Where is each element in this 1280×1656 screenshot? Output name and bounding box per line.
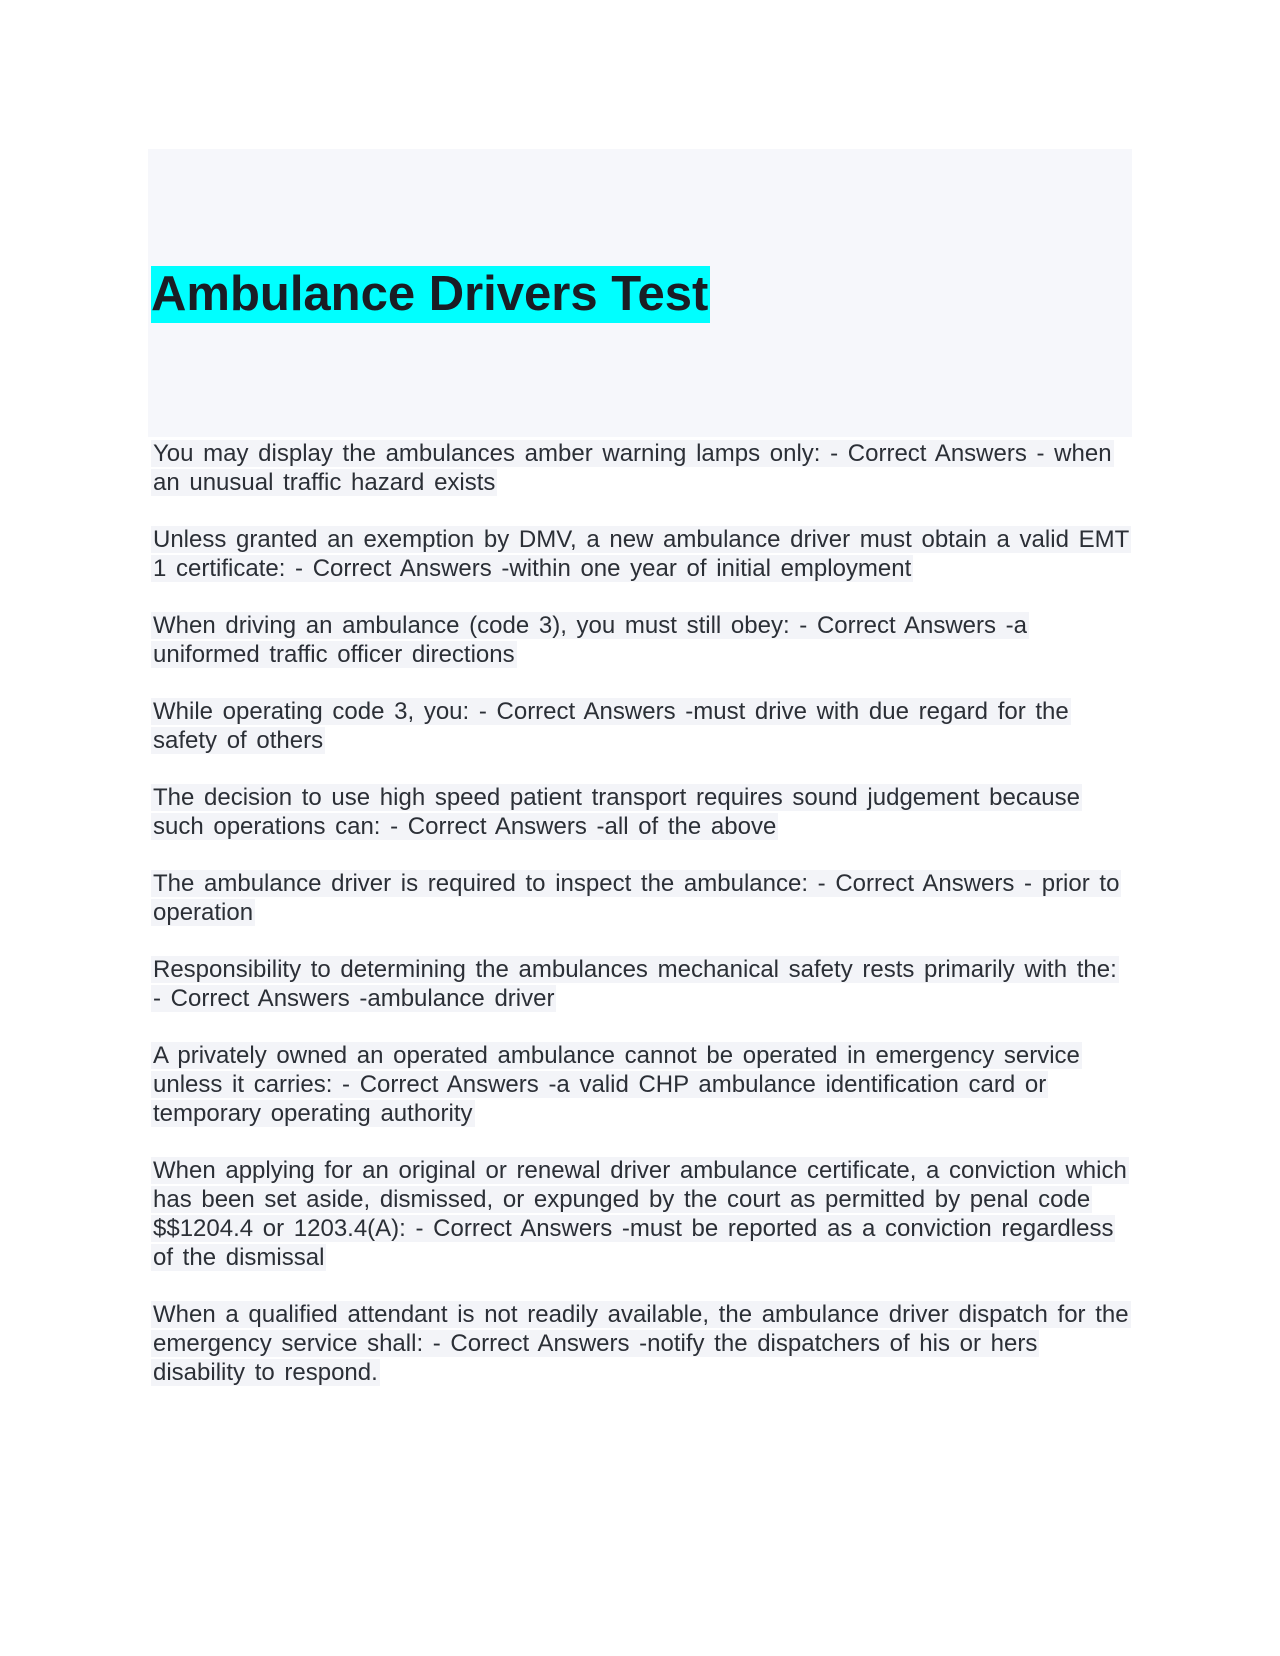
qa-item — [151, 869, 1131, 927]
qa-item — [151, 783, 1131, 841]
qa-item — [151, 697, 1131, 755]
question-answer-list — [151, 439, 1131, 1415]
qa-text: When driving an ambulance (code 3), you must still obey: - Correct Answers -a uniformed traffic officer directions — [153, 612, 1028, 668]
qa-item — [151, 1300, 1131, 1387]
qa-item — [151, 1156, 1131, 1272]
qa-text: While operating code 3, you: - Correct Answers -must drive with due regard for the safety of others — [153, 698, 1069, 754]
qa-item — [151, 439, 1131, 497]
document-title: Ambulance Drivers Test — [151, 267, 709, 321]
qa-item — [151, 1041, 1131, 1128]
qa-item — [151, 525, 1131, 583]
qa-text: The decision to use high speed patient transport requires sound judgement because such operations can: - Correct Answers -all of the above — [153, 784, 1080, 840]
qa-text: The ambulance driver is required to inspect the ambulance: - Correct Answers - prior to operation — [153, 870, 1120, 926]
qa-text: When applying for an original or renewal driver ambulance certificate, a conviction which has been set aside, dismissed, or expunged by the court as permitted by penal code $$1204.4 or 1203.4(A): - Correct Answers -must be reported as a conviction regardless of the dismissal — [153, 1157, 1127, 1271]
qa-item — [151, 611, 1131, 669]
qa-text: You may display the ambulances amber warning lamps only: - Correct Answers - when an unusual traffic hazard exists — [153, 440, 1112, 496]
qa-text: A privately owned an operated ambulance cannot be operated in emergency service unless it carries: - Correct Answers -a valid CHP ambulance identification card or temporary operating authority — [153, 1042, 1080, 1127]
qa-text: Responsibility to determining the ambulances mechanical safety rests primarily with the: - Correct Answers -ambulance driver — [153, 956, 1117, 1012]
qa-text: Unless granted an exemption by DMV, a new ambulance driver must obtain a valid EMT 1 certificate: - Correct Answers -within one year of initial employment — [153, 526, 1130, 582]
qa-item — [151, 955, 1131, 1013]
qa-text: When a qualified attendant is not readily available, the ambulance driver dispatch for the emergency service shall: - Correct Answers -notify the dispatchers of his or hers disability to respond. — [153, 1301, 1129, 1386]
